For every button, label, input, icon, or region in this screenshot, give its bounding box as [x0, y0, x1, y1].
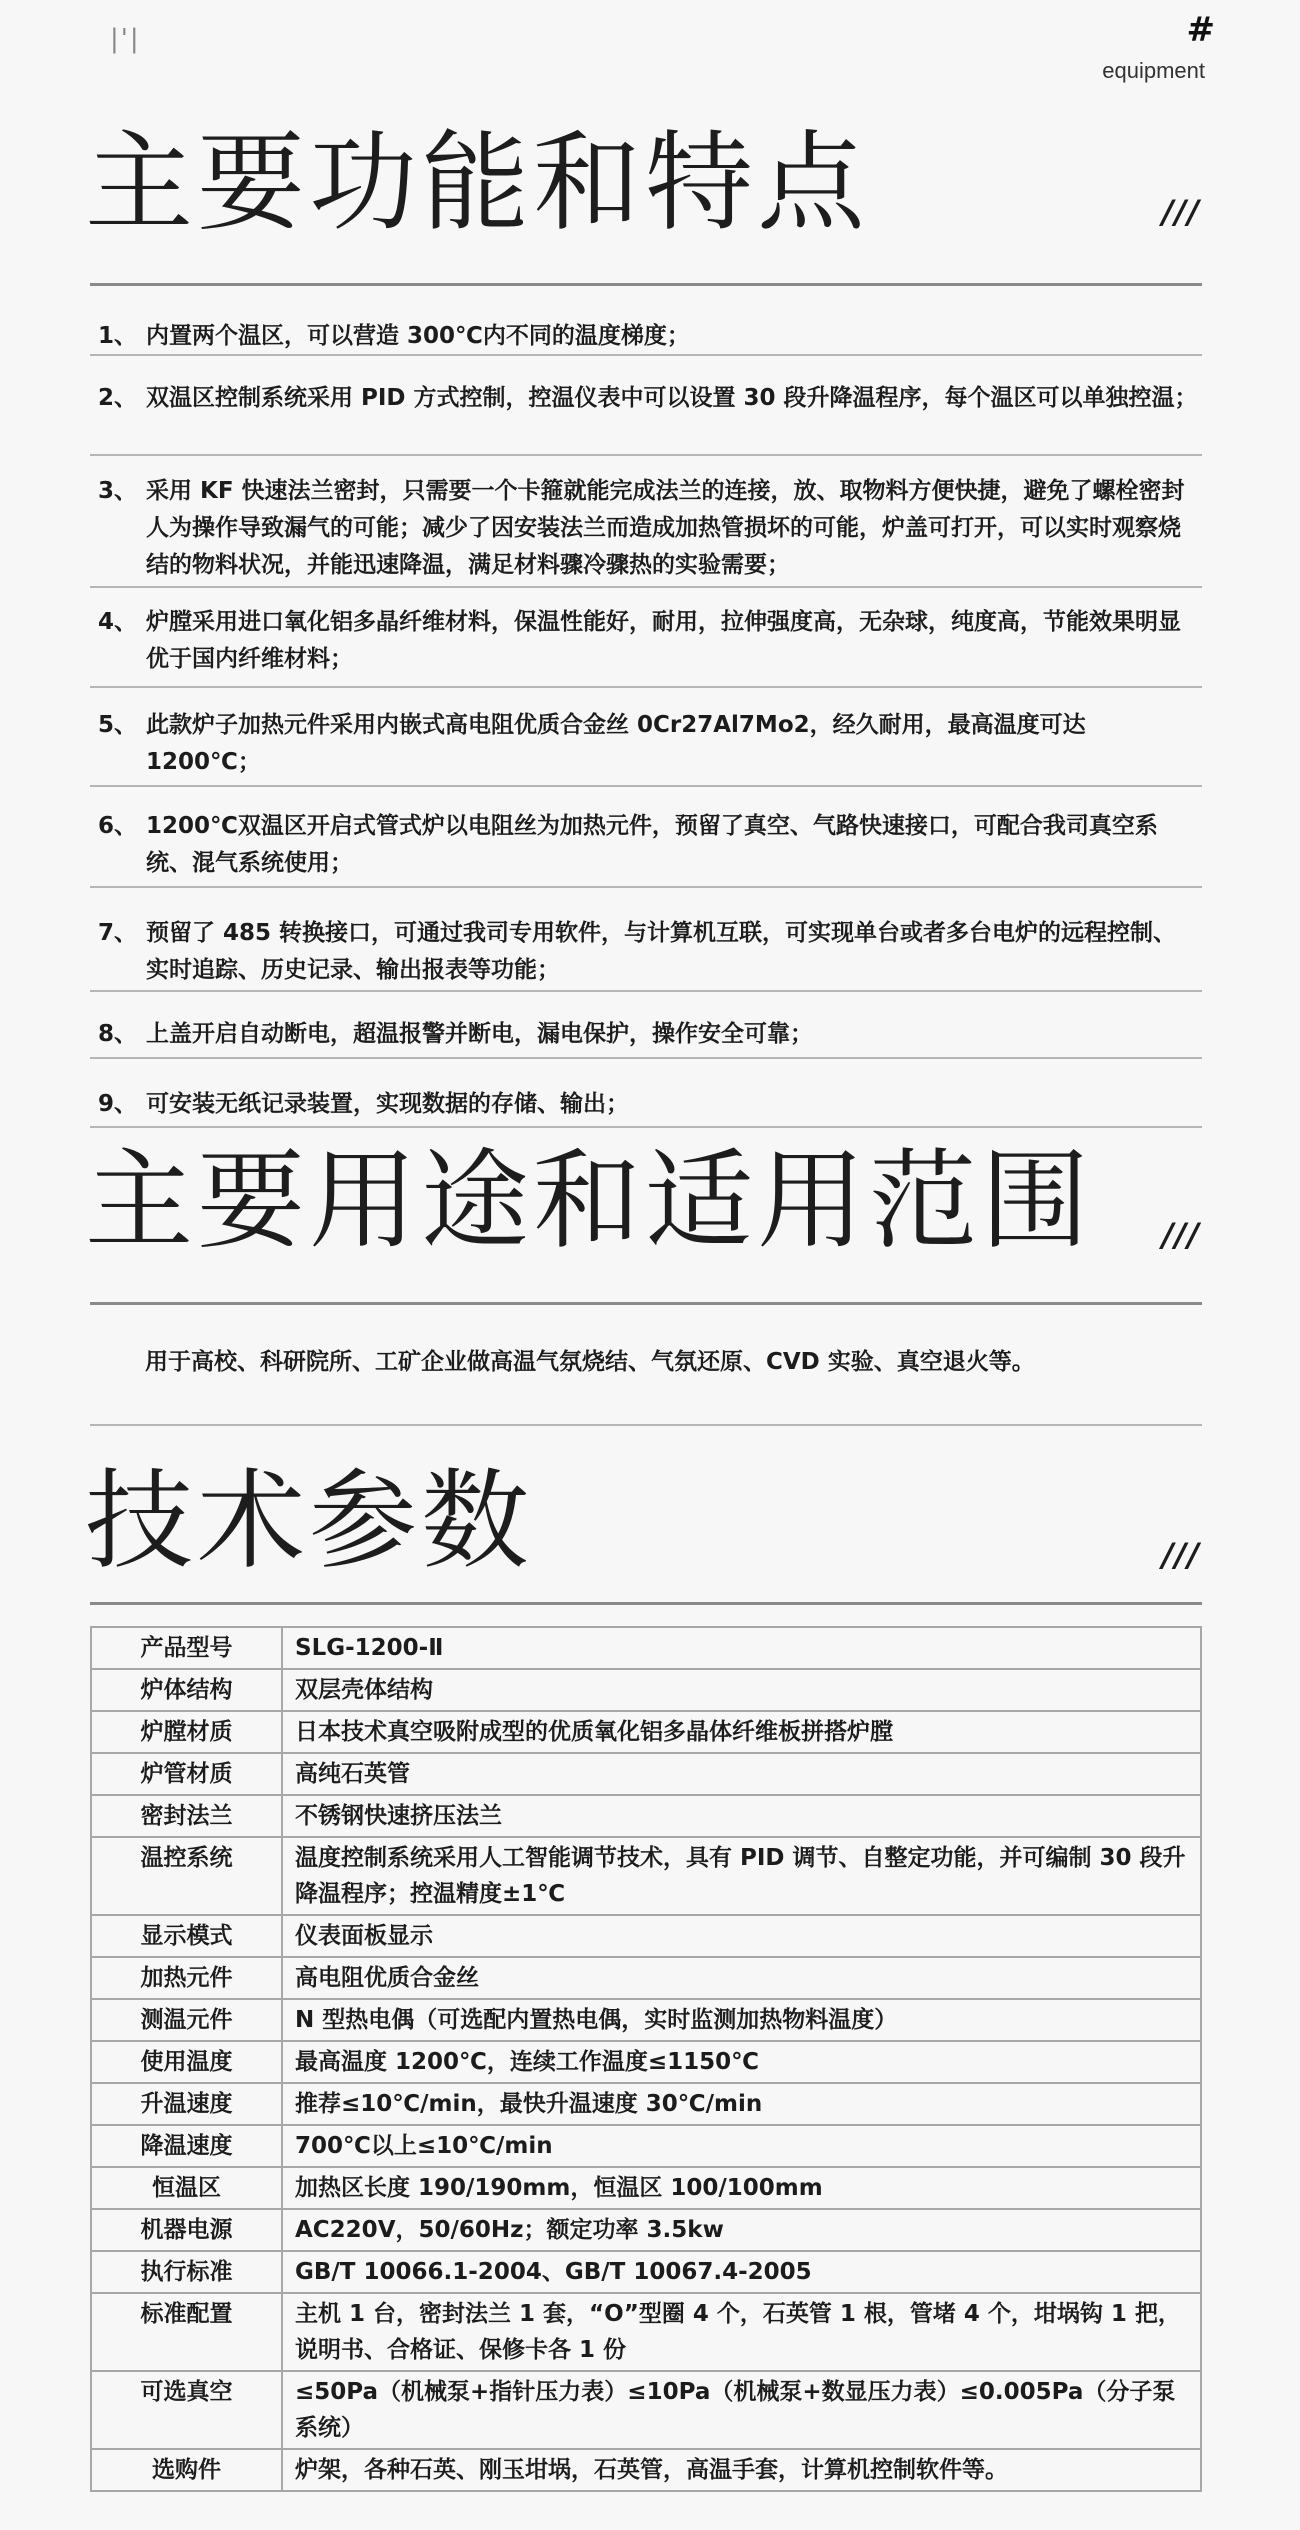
feature-item	[98, 1016, 1198, 1053]
equipment-caption: equipment	[1102, 58, 1205, 83]
feature-item	[98, 318, 1198, 355]
spec-value: SLG-1200-Ⅱ	[282, 1627, 1201, 1669]
feature-item	[98, 473, 1198, 584]
feature-text: 此款炉子加热元件采用内嵌式高电阻优质合金丝 0Cr27Al7Mo2，经久耐用，最高温度可达 1200℃；	[146, 712, 1086, 775]
spec-row	[91, 1915, 1201, 1957]
spec-key: 测温元件	[91, 1999, 282, 2041]
spec-value: 双层壳体结构	[282, 1669, 1201, 1711]
feature-text: 采用 KF 快速法兰密封，只需要一个卡箍就能完成法兰的连接，放、取物料方便快捷，避免了螺栓密封人为操作导致漏气的可能；减少了因安装法兰而造成加热管损坏的可能，炉盖可打开，可以实时观察烧结的物料状况，并能迅速降温，满足材料骤冷骤热的实验需要；	[146, 478, 1185, 578]
feature-divider	[90, 1057, 1202, 1059]
spec-row	[91, 2167, 1201, 2209]
feature-number: 8、	[98, 1021, 138, 1047]
spec-table	[90, 1626, 1202, 2492]
feature-text: 内置两个温区，可以营造 300℃内不同的温度梯度；	[146, 323, 690, 349]
spec-row	[91, 2125, 1201, 2167]
spec-row	[91, 1627, 1201, 1669]
feature-text: 1200℃双温区开启式管式炉以电阻丝为加热元件，预留了真空、气路快速接口，可配合我司真空系统、混气系统使用；	[146, 813, 1158, 876]
spec-value: N 型热电偶（可选配内置热电偶，实时监测加热物料温度）	[282, 1999, 1201, 2041]
feature-number: 6、	[98, 813, 138, 839]
features-rule	[90, 283, 1202, 286]
spec-row	[91, 2293, 1201, 2371]
feature-divider	[90, 886, 1202, 888]
spec-key: 产品型号	[91, 1627, 282, 1669]
spec-value: 仪表面板显示	[282, 1915, 1201, 1957]
spec-value: GB/T 10066.1-2004、GB/T 10067.4-2005	[282, 2251, 1201, 2293]
spec-value: 高纯石英管	[282, 1753, 1201, 1795]
spec-row	[91, 1837, 1201, 1915]
spec-value: 高电阻优质合金丝	[282, 1957, 1201, 1999]
top-mark: |'|	[110, 24, 141, 54]
spec-title: 技术参数	[85, 1459, 534, 1584]
spec-key: 可选真空	[91, 2371, 282, 2449]
slashes-decoration: ///	[1161, 1216, 1200, 1254]
feature-divider	[90, 354, 1202, 356]
spec-rule	[90, 1602, 1202, 1605]
feature-item	[98, 808, 1198, 882]
spec-key: 使用温度	[91, 2041, 282, 2083]
spec-value: 日本技术真空吸附成型的优质氧化铝多晶体纤维板拼搭炉膛	[282, 1711, 1201, 1753]
feature-item	[98, 1086, 1198, 1123]
usage-title: 主要用途和适用范围	[85, 1139, 1094, 1264]
feature-item	[98, 707, 1198, 781]
feature-divider	[90, 785, 1202, 787]
hash-symbol: #	[1186, 10, 1215, 50]
feature-number: 1、	[98, 323, 138, 349]
spec-key: 恒温区	[91, 2167, 282, 2209]
feature-divider	[90, 686, 1202, 688]
slashes-decoration: ///	[1161, 1536, 1200, 1574]
spec-key: 执行标准	[91, 2251, 282, 2293]
spec-key: 选购件	[91, 2449, 282, 2491]
spec-row	[91, 1711, 1201, 1753]
spec-row	[91, 1753, 1201, 1795]
feature-text: 上盖开启自动断电，超温报警并断电，漏电保护，操作安全可靠；	[146, 1021, 813, 1047]
spec-value: 最高温度 1200℃，连续工作温度≤1150℃	[282, 2041, 1201, 2083]
feature-number: 2、	[98, 385, 138, 411]
spec-key: 显示模式	[91, 1915, 282, 1957]
feature-divider	[90, 990, 1202, 992]
feature-item	[98, 604, 1198, 678]
feature-divider	[90, 454, 1202, 456]
spec-row	[91, 1669, 1201, 1711]
usage-bottom-rule	[90, 1424, 1202, 1426]
spec-row	[91, 2371, 1201, 2449]
spec-row	[91, 1999, 1201, 2041]
spec-value: 推荐≤10℃/min，最快升温速度 30℃/min	[282, 2083, 1201, 2125]
spec-value: 炉架，各种石英、刚玉坩埚，石英管，高温手套，计算机控制软件等。	[282, 2449, 1201, 2491]
spec-row	[91, 1957, 1201, 1999]
spec-key: 炉膛材质	[91, 1711, 282, 1753]
feature-text: 炉膛采用进口氧化铝多晶纤维材料，保温性能好，耐用，拉伸强度高，无杂球，纯度高，节能效果明显优于国内纤维材料；	[146, 609, 1181, 672]
spec-key: 标准配置	[91, 2293, 282, 2371]
feature-text: 预留了 485 转换接口，可通过我司专用软件，与计算机互联，可实现单台或者多台电炉的远程控制、实时追踪、历史记录、输出报表等功能；	[146, 920, 1177, 983]
spec-row	[91, 2209, 1201, 2251]
spec-value: ≤50Pa（机械泵+指针压力表）≤10Pa（机械泵+数显压力表）≤0.005Pa（分子泵系统）	[282, 2371, 1201, 2449]
feature-number: 4、	[98, 609, 138, 635]
spec-value: 温度控制系统采用人工智能调节技术，具有 PID 调节、自整定功能，并可编制 30 段升降温程序；控温精度±1℃	[282, 1837, 1201, 1915]
feature-text: 可安装无纸记录装置，实现数据的存储、输出；	[146, 1091, 629, 1117]
feature-text: 双温区控制系统采用 PID 方式控制，控温仪表中可以设置 30 段升降温程序，每个温区可以单独控温；	[146, 385, 1198, 411]
feature-number: 3、	[98, 478, 138, 504]
spec-key: 炉体结构	[91, 1669, 282, 1711]
usage-rule	[90, 1302, 1202, 1305]
spec-key: 降温速度	[91, 2125, 282, 2167]
spec-value: 主机 1 台，密封法兰 1 套，“O”型圈 4 个，石英管 1 根，管堵 4 个，坩埚钩 1 把，说明书、合格证、保修卡各 1 份	[282, 2293, 1201, 2371]
spec-row	[91, 2449, 1201, 2491]
spec-row	[91, 2083, 1201, 2125]
feature-number: 7、	[98, 920, 138, 946]
spec-key: 炉管材质	[91, 1753, 282, 1795]
spec-key: 温控系统	[91, 1837, 282, 1915]
spec-row	[91, 2251, 1201, 2293]
spec-value: AC220V，50/60Hz；额定功率 3.5kw	[282, 2209, 1201, 2251]
feature-divider	[90, 586, 1202, 588]
spec-value: 加热区长度 190/190mm，恒温区 100/100mm	[282, 2167, 1201, 2209]
spec-key: 加热元件	[91, 1957, 282, 1999]
feature-item	[98, 380, 1198, 417]
spec-key: 密封法兰	[91, 1795, 282, 1837]
features-title: 主要功能和特点	[85, 121, 870, 246]
spec-row	[91, 2041, 1201, 2083]
feature-divider	[90, 1126, 1202, 1128]
spec-row	[91, 1795, 1201, 1837]
feature-number: 9、	[98, 1091, 138, 1117]
feature-item	[98, 915, 1198, 989]
slashes-decoration: ///	[1161, 193, 1200, 231]
spec-key: 机器电源	[91, 2209, 282, 2251]
feature-number: 5、	[98, 712, 138, 738]
spec-value: 700℃以上≤10℃/min	[282, 2125, 1201, 2167]
usage-text: 用于高校、科研院所、工矿企业做高温气氛烧结、气氛还原、CVD 实验、真空退火等。	[145, 1349, 1035, 1375]
spec-key: 升温速度	[91, 2083, 282, 2125]
spec-value: 不锈钢快速挤压法兰	[282, 1795, 1201, 1837]
